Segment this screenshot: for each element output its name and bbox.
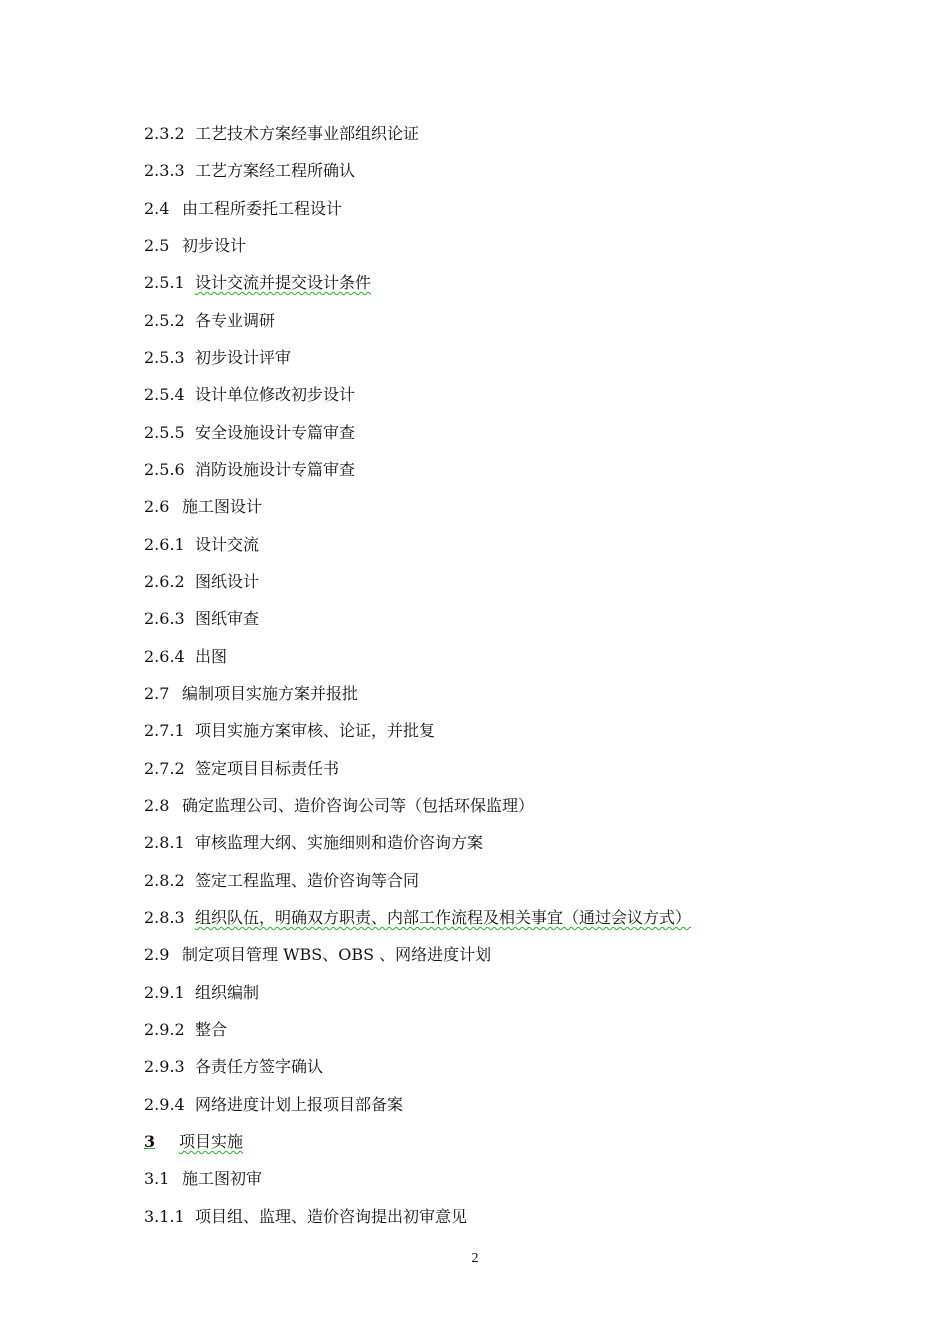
item-number: 2.8 [144,796,170,815]
item-text: 初步设计 [182,236,247,255]
item-text: 签定项目目标责任书 [195,759,340,778]
item-number: 2.9.3 [144,1057,185,1076]
outline-item [144,609,259,629]
page-number: 2 [471,1251,479,1266]
item-number: 2.9.1 [144,983,185,1002]
outline-item [144,833,483,853]
outline-item [144,236,246,256]
outline-item [144,1095,403,1115]
outline-item [144,647,227,667]
outline-item [144,871,419,891]
section-heading [144,1132,243,1152]
outline-item [144,273,371,293]
item-text: 各专业调研 [195,311,276,330]
item-number: 2.5.1 [144,273,185,292]
item-text: 施工图设计 [182,497,263,516]
item-number: 2.9 [144,945,170,964]
outline-item [144,497,262,517]
item-number: 3.1 [144,1169,170,1188]
item-text: 工艺技术方案经事业部组织论证 [195,124,420,143]
item-text: 网络进度计划上报项目部备案 [195,1095,404,1114]
outline-item [144,1020,227,1040]
item-text: 设计交流 [195,535,260,554]
item-number: 2.7.1 [144,721,185,740]
outline-item [144,199,342,219]
item-text: 编制项目实施方案并报批 [182,684,359,703]
item-text: 组织编制 [195,983,260,1002]
outline-item [144,1057,323,1077]
item-number: 2.6.4 [144,647,185,666]
section-title: 项目实施 [179,1132,244,1151]
item-text: 制定项目管理 WBS、OBS 、网络进度计划 [182,945,492,964]
outline-item [144,460,355,480]
item-number: 2.8.2 [144,871,185,890]
outline-item [144,684,358,704]
item-text: 确定监理公司、造价咨询公司等（包括环保监理） [182,796,535,815]
outline-item [144,796,534,816]
outline-item [144,535,259,555]
item-number: 2.6.3 [144,609,185,628]
item-number: 2.7.2 [144,759,185,778]
item-text: 初步设计评审 [195,348,292,367]
outline-item [144,1169,262,1189]
item-number: 2.5.2 [144,311,185,330]
item-number: 2.8.1 [144,833,185,852]
item-number: 2.5.6 [144,460,185,479]
item-number: 2.6.1 [144,535,185,554]
item-text: 审核监理大纲、实施细则和造价咨询方案 [195,833,484,852]
item-number: 2.5 [144,236,170,255]
outline-item [144,572,259,592]
item-number: 2.6.2 [144,572,185,591]
section-number: 3 [144,1132,156,1151]
item-text: 消防设施设计专篇审查 [195,460,356,479]
outline-item [144,721,435,741]
item-number: 2.3.2 [144,124,185,143]
item-text-flagged: 组织队伍，明确双方职责、内部工作流程及相关事宜（通过会议方式） [195,908,692,927]
item-text: 施工图初审 [182,1169,263,1188]
outline-item [144,124,419,144]
item-text: 出图 [195,647,228,666]
item-text: 项目实施方案审核、论证，并批复 [195,721,436,740]
item-number: 2.9.4 [144,1095,185,1114]
item-number: 2.5.5 [144,423,185,442]
outline-item [144,759,339,779]
outline-item [144,311,275,331]
item-number: 2.4 [144,199,170,218]
item-text: 安全设施设计专篇审查 [195,423,356,442]
item-number: 2.5.4 [144,385,185,404]
item-text: 图纸审查 [195,609,260,628]
item-text: 图纸设计 [195,572,260,591]
item-text: 由工程所委托工程设计 [182,199,343,218]
outline-item [144,983,259,1003]
item-text: 各责任方签字确认 [195,1057,324,1076]
item-number: 2.6 [144,497,170,516]
item-text: 签定工程监理、造价咨询等合同 [195,871,420,890]
outline-item [144,423,355,443]
item-number: 3.1.1 [144,1207,185,1226]
outline-item [144,348,291,368]
item-text: 工艺方案经工程所确认 [195,161,356,180]
item-text-flagged: 设计交流并提交设计条件 [195,273,372,292]
item-number: 2.7 [144,684,170,703]
item-text: 项目组、监理、造价咨询提出初审意见 [195,1207,468,1226]
item-number: 2.8.3 [144,908,185,927]
outline-item [144,945,491,965]
item-number: 2.3.3 [144,161,185,180]
outline-item [144,161,355,181]
item-text: 设计单位修改初步设计 [195,385,356,404]
outline-item [144,1207,467,1227]
outline-item [144,908,691,928]
item-number: 2.9.2 [144,1020,185,1039]
item-text: 整合 [195,1020,228,1039]
outline-item [144,385,355,405]
item-number: 2.5.3 [144,348,185,367]
